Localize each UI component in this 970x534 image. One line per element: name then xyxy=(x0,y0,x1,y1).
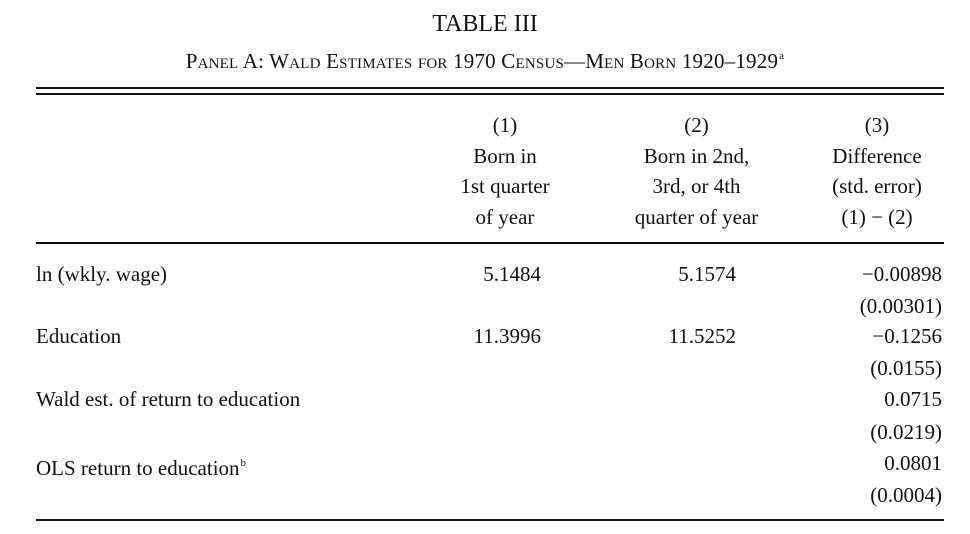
cell-log-wage-diff: −0.00898 xyxy=(861,262,942,286)
column-header-line: Born in xyxy=(473,143,537,168)
column-header-line: 1st quarter xyxy=(460,174,550,198)
row-footnote-marker: b xyxy=(240,457,247,469)
subtitle-text: Panel A: Wald Estimates for 1970 Census—Men Born 1920–1929 xyxy=(185,49,779,73)
cell-education-diff: −0.1256 xyxy=(872,324,942,348)
cell-education-col1: 11.3996 xyxy=(473,324,541,348)
top-double-rule-lower xyxy=(36,93,944,95)
cell-wald-estimate-se: (0.0219) xyxy=(870,420,942,444)
cell-log-wage-se: (0.00301) xyxy=(859,294,942,318)
column-header-3 xyxy=(808,110,946,232)
row-label-text: OLS return to education xyxy=(36,456,240,480)
column-header-line: Born in 2nd, xyxy=(643,143,750,168)
cell-ols-return-diff: 0.0801 xyxy=(884,451,942,475)
column-header-line: 3rd, or 4th xyxy=(652,174,741,198)
cell-wald-estimate-diff: 0.0715 xyxy=(884,387,942,411)
column-header-2 xyxy=(604,110,789,232)
cell-log-wage-col1: 5.1484 xyxy=(483,262,541,286)
row-label-wald-estimate xyxy=(36,385,300,413)
cell-education-col2: 11.5252 xyxy=(668,324,736,348)
table-subtitle xyxy=(0,43,970,74)
bottom-rule xyxy=(36,519,944,521)
top-double-rule-upper xyxy=(36,87,944,89)
column-number: (2) xyxy=(684,113,709,137)
row-label-text: Wald est. of return to education xyxy=(36,387,301,411)
column-header-line: quarter of year xyxy=(634,204,759,229)
row-label-education xyxy=(36,322,121,350)
cell-education-se: (0.0155) xyxy=(870,356,942,380)
column-header-1 xyxy=(420,110,590,232)
column-header-line: (std. error) xyxy=(832,174,922,198)
column-number: (3) xyxy=(864,113,890,137)
row-label-log-wage xyxy=(36,260,167,288)
header-rule xyxy=(36,242,944,244)
row-label-text: Education xyxy=(36,324,122,348)
table-title: TABLE III xyxy=(432,11,538,37)
cell-ols-return-se: (0.0004) xyxy=(870,483,942,507)
column-header-line: (1) − (2) xyxy=(841,204,913,229)
column-header-line: of year xyxy=(475,204,535,229)
cell-log-wage-col2: 5.1574 xyxy=(678,262,736,286)
subtitle-footnote-marker: a xyxy=(779,50,785,62)
row-label-ols-return xyxy=(36,449,246,482)
column-header-line: Difference xyxy=(832,143,922,168)
column-number: (1) xyxy=(492,113,518,137)
row-label-text: ln (wkly. wage) xyxy=(36,262,168,286)
